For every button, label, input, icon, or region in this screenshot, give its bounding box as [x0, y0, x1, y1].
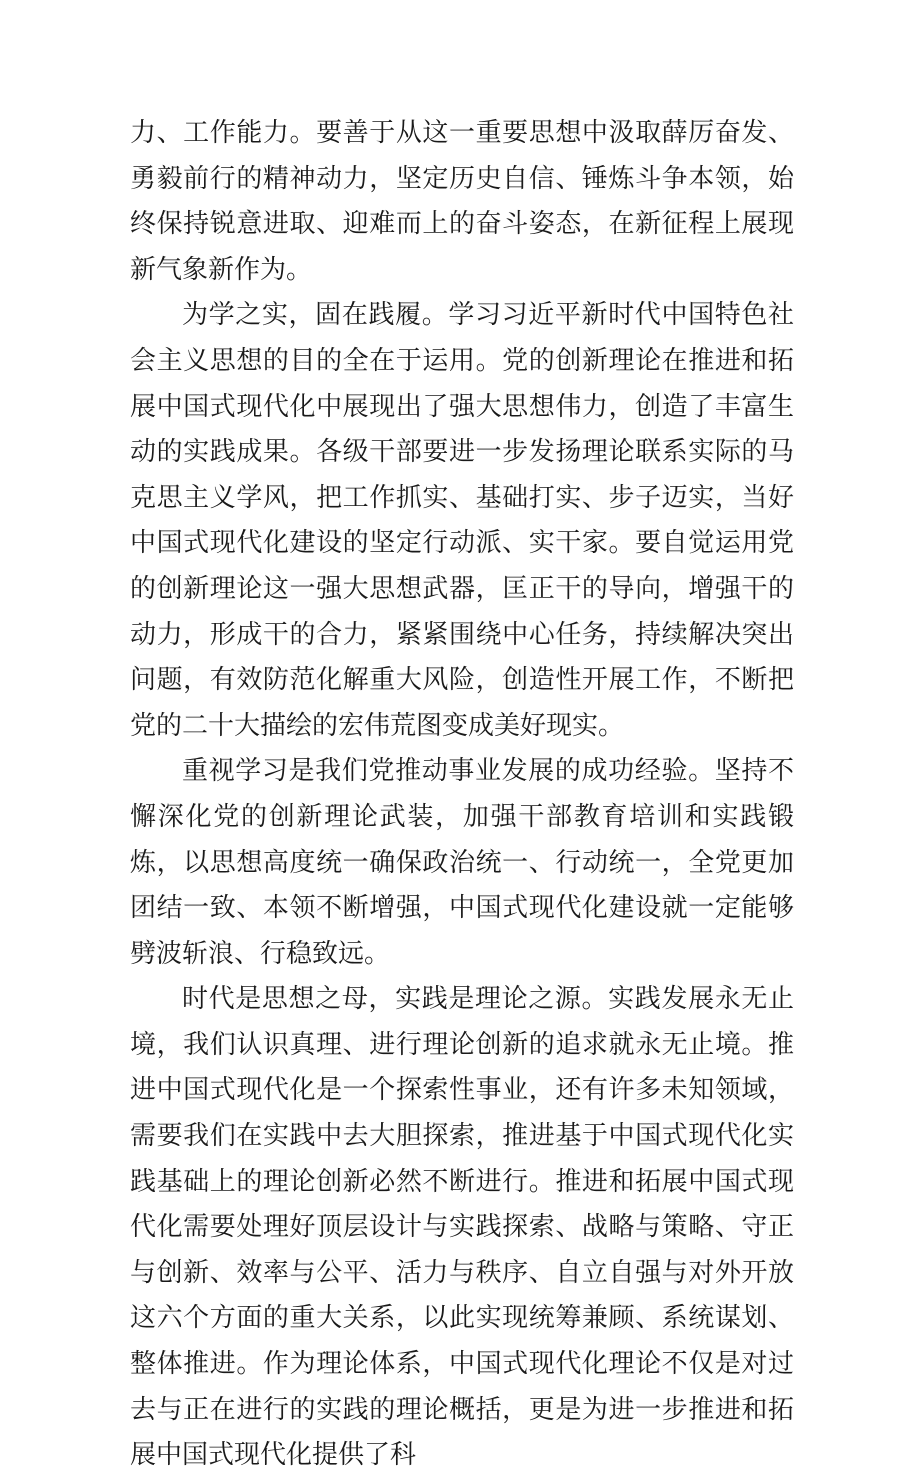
- paragraph-3: 重视学习是我们党推动事业发展的成功经验。坚持不懈深化党的创新理论武装，加强干部教育培训和实践锻炼，以思想高度统一确保政治统一、行动统一，全党更加团结一致、本领不断增强，中国式现代化建设就一定能够劈波斩浪、行稳致远。: [130, 756, 794, 969]
- paragraph-1: 力、工作能力。要善于从这一重要思想中汲取薛厉奋发、勇毅前行的精神动力，坚定历史自信、锤炼斗争本领，始终保持锐意进取、迎难而上的奋斗姿态，在新征程上展现新气象新作为。: [130, 118, 794, 285]
- paragraph-4: 时代是思想之母，实践是理论之源。实践发展永无止境，我们认识真理、进行理论创新的追求就永无止境。推进中国式现代化是一个探索性事业，还有许多未知领域，需要我们在实践中去大胆探索，推进基于中国式现代化实践基础上的理论创新必然不断进行。推进和拓展中国式现代化需要处理好顶层设计与实践探索、战略与策略、守正与创新、效率与公平、活力与秩序、自立自强与对外开放这六个方面的重大关系，以此实现统筹兼顾、系统谋划、整体推进。作为理论体系，中国式现代化理论不仅是对过去与正在进行的实践的理论概括，更是为进一步推进和拓展中国式现代化提供了科: [130, 984, 794, 1471]
- body-text: [130, 111, 794, 1479]
- paragraph-2: 为学之实，固在践履。学习习近平新时代中国特色社会主义思想的目的全在于运用。党的创新理论在推进和拓展中国式现代化中展现出了强大思想伟力，创造了丰富生动的实践成果。各级干部要进一步发扬理论联系实际的马克思主义学风，把工作抓实、基础打实、步子迈实，当好中国式现代化建设的坚定行动派、实干家。要自觉运用党的创新理论这一强大思想武器，匡正干的导向，增强干的动力，形成干的合力，紧紧围绕中心任务，持续解决突出问题，有效防范化解重大风险，创造性开展工作，不断把党的二十大描绘的宏伟荒图变成美好现实。: [130, 300, 794, 741]
